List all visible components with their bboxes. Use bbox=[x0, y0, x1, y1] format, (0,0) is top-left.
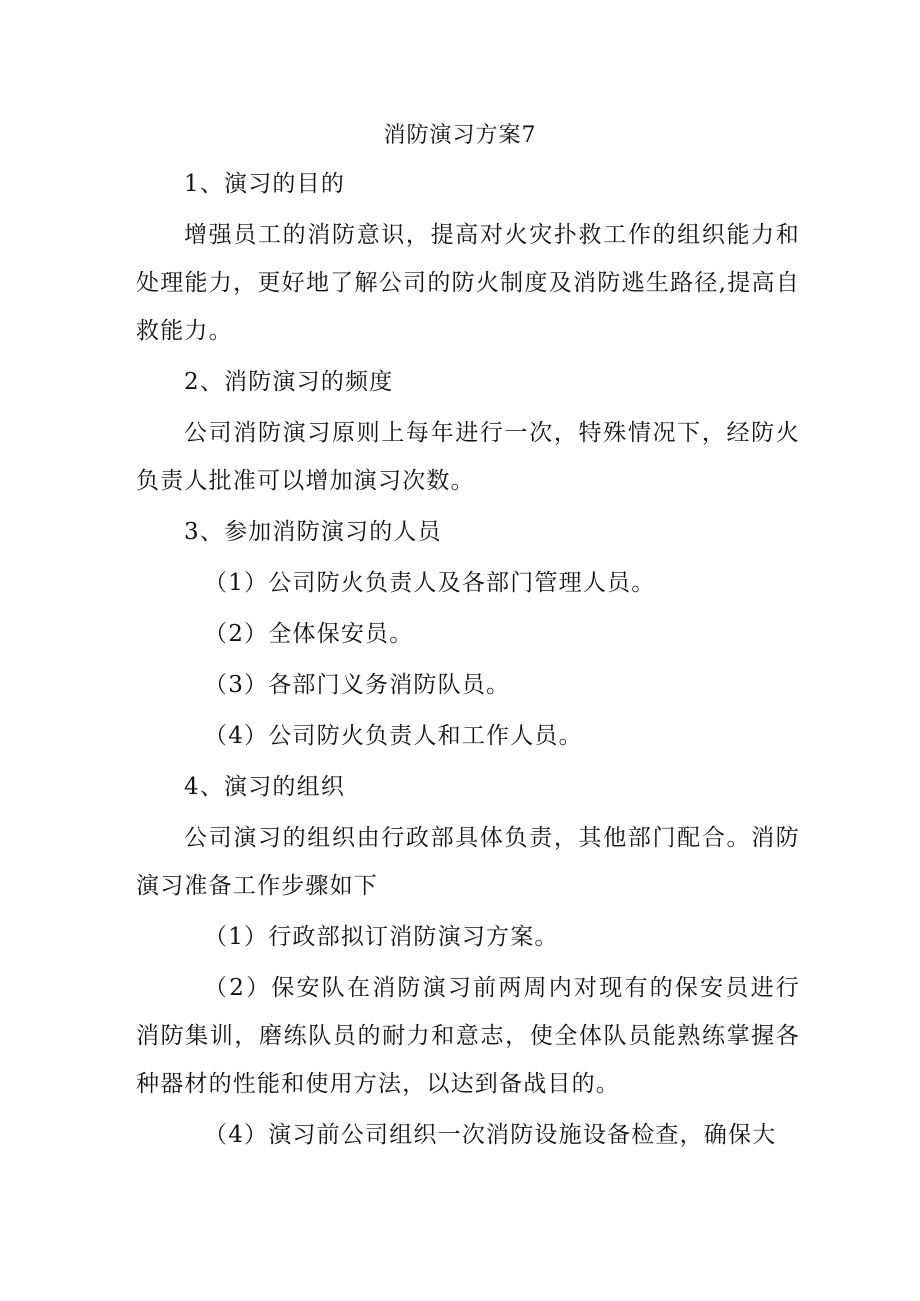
paragraph-organization: 公司演习的组织由行政部具体负责，其他部门配合。消防演习准备工作步骤如下 bbox=[136, 825, 800, 899]
list-item: （2）全体保安员。 bbox=[204, 621, 414, 647]
section-heading-2: 2、消防演习的频度 bbox=[184, 369, 394, 395]
section-heading-4: 4、演习的组织 bbox=[184, 774, 346, 800]
document-body bbox=[136, 160, 800, 1162]
list-item: （1）公司防火负责人及各部门管理人员。 bbox=[204, 570, 656, 596]
paragraph-frequency: 公司消防演习原则上每年进行一次，特殊情况下，经防火负责人批准可以增加演习次数。 bbox=[136, 420, 800, 494]
list-item: （1）行政部拟订消防演习方案。 bbox=[204, 924, 559, 950]
section-heading-3: 3、参加消防演习的人员 bbox=[184, 519, 442, 545]
list-item: （3）各部门义务消防队员。 bbox=[204, 672, 511, 698]
document-title: 消防演习方案7 bbox=[383, 123, 537, 148]
list-item: （4）演习前公司组织一次消防设施设备检查，确保大 bbox=[204, 1122, 777, 1148]
section-heading-1: 1、演习的目的 bbox=[184, 171, 346, 197]
paragraph-purpose: 增强员工的消防意识，提高对火灾扑救工作的组织能力和处理能力，更好地了解公司的防火制度及消防逃生路径,提高自救能力。 bbox=[136, 222, 800, 344]
list-item: （2）保安队在消防演习前两周内对现有的保安员进行消防集训，磨练队员的耐力和意志，使全体队员能熟练掌握各种器材的性能和使用方法，以达到备战目的。 bbox=[136, 975, 800, 1097]
list-item: （4）公司防火负责人和工作人员。 bbox=[204, 723, 583, 749]
